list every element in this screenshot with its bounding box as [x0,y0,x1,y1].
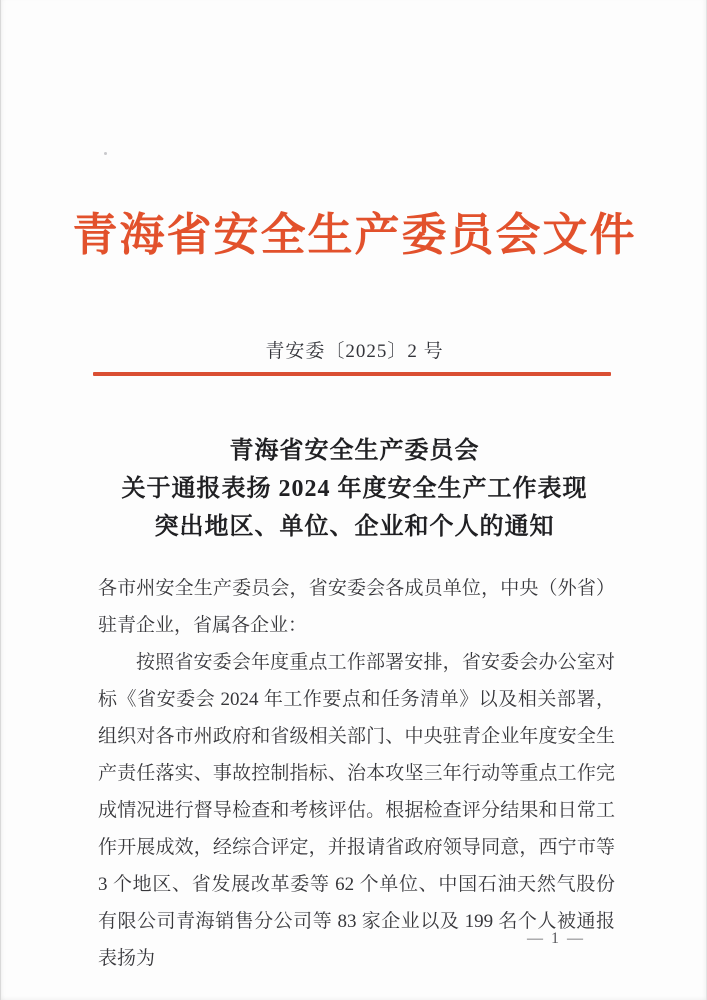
document-number: 青安委〔2025〕2 号 [265,341,444,362]
letterhead-divider-rule [93,372,611,376]
document-title-line-2: 关于通报表扬 2024 年度安全生产工作表现 [121,476,588,502]
salutation-paragraph: 各市州安全生产委员会，省安委会各成员单位，中央（外省）驻青企业，省属各企业： [98,578,615,636]
document-title-line-1: 青海省安全生产委员会 [229,438,480,464]
page-number: — 1 — [527,930,585,947]
letterhead-title: 青海省安全生产委员会文件 [72,210,637,260]
document-title [1,432,707,546]
scan-artifact [104,152,107,155]
body-paragraph: 按照省安委会年度重点工作部署安排，省安委会办公室对标《省安委会 2024 年工作要点和任务清单》以及相关部署，组织对各市州政府和省级相关部门、中央驻青企业年度安全生产责任落实、事故控制指标、治本攻坚三年行动等重点工作完成情况进行督导检查和考核评估。根据检查评分结果和日常工作开展成效，经综合评定，并报请省政府领导同意，西宁市等 3 个地区、省发展改革委等 62 个单位、中国石油天然气股份有限公司青海销售分公司等 83 家企业以及 199 名个人被通报表扬为 [98,652,615,969]
document-title-line-3: 突出地区、单位、企业和个人的通知 [154,514,555,540]
document-body [98,570,615,977]
